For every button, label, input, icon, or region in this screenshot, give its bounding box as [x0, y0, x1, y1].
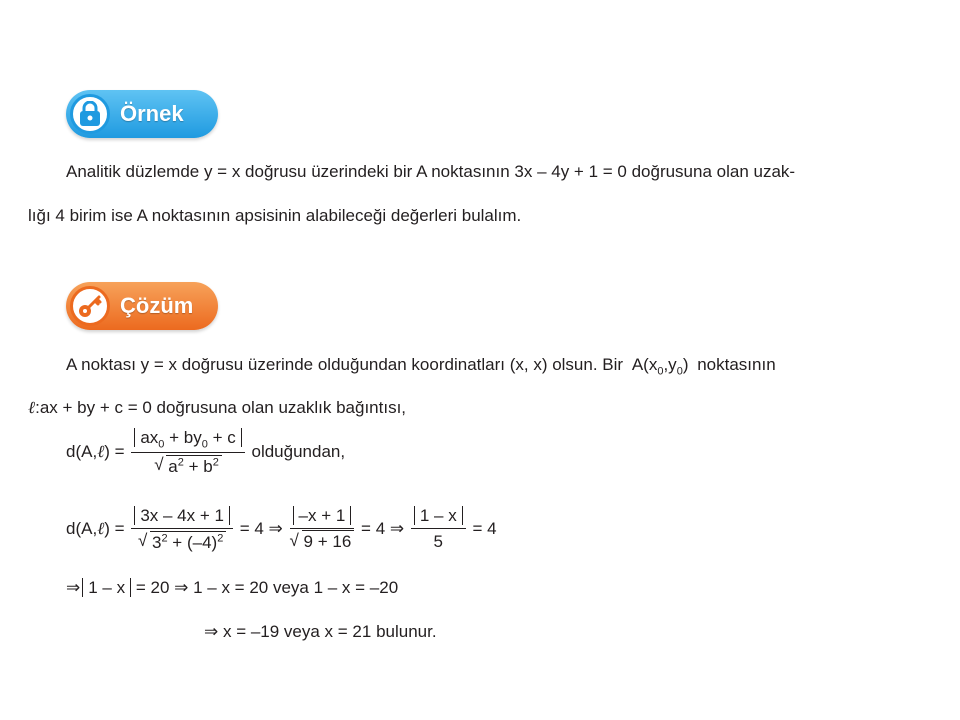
solution-text-line-1 — [66, 355, 776, 381]
absolute-value-step: ⇒ 1 – x = 20 ⇒ 1 – x = 20 veya 1 – x = –20 — [66, 578, 399, 597]
formula-suffix: olduğundan, — [251, 442, 346, 462]
example-badge — [66, 90, 218, 138]
lock-icon — [70, 94, 110, 134]
solution-text-1b: noktasının — [697, 355, 776, 374]
example-badge-label: Örnek — [120, 101, 184, 126]
distance-formula: d(A,ℓ) = $ax_0 + by_0 + c$ √ $a^2 + b^2$ olduğundan, — [66, 428, 345, 477]
solution-text-1a: A noktası y = x doğrusu üzerinde olduğundan koordinatları (x, x) olsun. Bir — [66, 355, 624, 374]
point-a-expression: $A(x_0,y_0)$ — [631, 355, 689, 378]
result-line: ⇒ x = –19 veya x = 21 bulunur. — [204, 622, 437, 641]
example-text-line-2: lığı 4 birim ise A noktasının apsisinin alabileceği değerleri bulalım. — [28, 206, 522, 225]
solution-badge — [66, 282, 218, 330]
key-icon — [70, 286, 110, 326]
solution-badge-label: Çözüm — [120, 293, 194, 318]
distance-substitution: d(A,ℓ) = 3x – 4x + 1 √ $3^2 + (-4)^2$ = 4 ⇒ –x + 1 √ 9 + 16 = 4 ⇒ $\frac{1 - x}{5}$ = 4 — [66, 506, 497, 553]
result-suffix: bulunur. — [376, 622, 437, 641]
example-text-line-1: Analitik düzlemde y = x doğrusu üzerindeki bir A noktasının 3x – 4y + 1 = 0 doğrusuna olan uzak- — [66, 162, 796, 181]
solution-text-line-2: ℓ:ax + by + c = 0 doğrusuna olan uzaklık bağıntısı, — [28, 398, 407, 418]
